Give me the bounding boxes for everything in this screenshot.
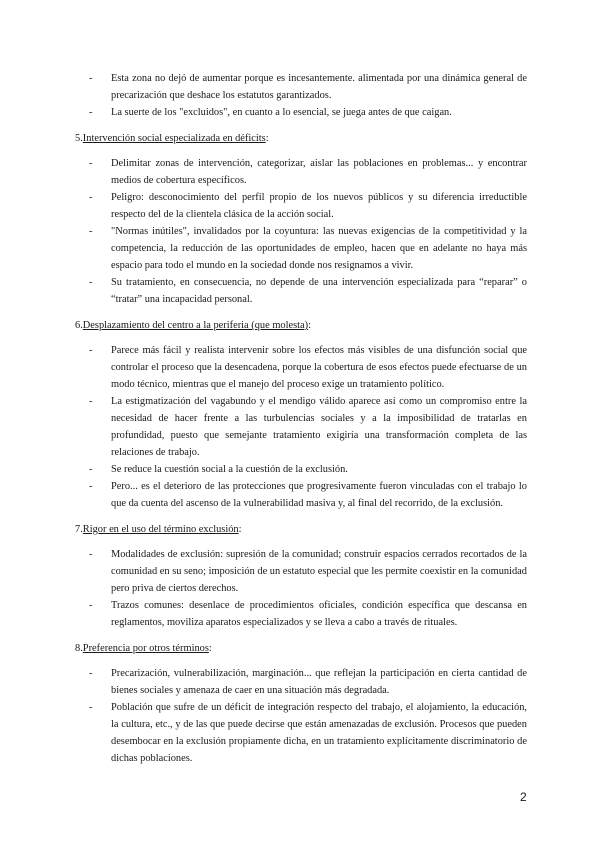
bullet-dash: - bbox=[89, 702, 93, 713]
list-item: - Delimitar zonas de intervención, categorizar, aislar las poblaciones en problemas... y encontrar medios de cobertura específicos. bbox=[75, 155, 527, 189]
page-number: 2 bbox=[520, 790, 527, 804]
section-heading: 8.Preferencia por otros términos: bbox=[75, 643, 212, 654]
bullet-list bbox=[75, 546, 527, 631]
list-item: - Parece más fácil y realista intervenir sobre los efectos más visibles de una disfunción social que controlar el proceso que la desencadena, porque la cobertura de esos efectos puede efectuarse de un modo técnico, mientras que el manejo del proceso exige un tratamiento político. bbox=[75, 342, 527, 393]
bullet-dash: - bbox=[89, 277, 93, 288]
section-title: Preferencia por otros términos bbox=[82, 643, 209, 654]
bullet-dash: - bbox=[89, 549, 93, 560]
bullet-dash: - bbox=[89, 107, 93, 118]
bullet-dash: - bbox=[89, 668, 93, 679]
section-5 bbox=[75, 130, 527, 308]
list-item: - Su tratamiento, en consecuencia, no depende de una intervención especializada para “reparar” o “tratar” una incapacidad personal. bbox=[75, 274, 527, 308]
section-title: Desplazamiento del centro a la periferia (que molesta) bbox=[82, 320, 309, 331]
section-title: Intervención social especializada en déficits bbox=[82, 133, 266, 144]
bullet-dash: - bbox=[89, 73, 93, 84]
list-item: - La suerte de los "excluidos", en cuanto a lo esencial, se juega antes de que caigan. bbox=[75, 104, 527, 121]
section-heading: 6.Desplazamiento del centro a la periferia (que molesta): bbox=[75, 320, 311, 331]
section-8 bbox=[75, 640, 527, 767]
section-heading: 5.Intervención social especializada en déficits: bbox=[75, 133, 269, 144]
bullet-list bbox=[75, 155, 527, 308]
bullet-dash: - bbox=[89, 192, 93, 203]
list-item: - Precarización, vulnerabilización, marginación... que reflejan la participación en cierta cantidad de bienes sociales y amenaza de caer en una situación más degradada. bbox=[75, 665, 527, 699]
list-item: - Peligro: desconocimiento del perfil propio de los nuevos públicos y su diferencia irreductible respecto del de la clientela clásica de la acción social. bbox=[75, 189, 527, 223]
list-item: - Modalidades de exclusión: supresión de la comunidad; construir espacios cerrados recortados de la comunidad en su seno; imposición de un estatuto especial que les permite coexistir en la comunidad pero priva de ciertos derechos. bbox=[75, 546, 527, 597]
section-title: Rigor en el uso del término exclusión bbox=[82, 524, 239, 535]
bullet-dash: - bbox=[89, 345, 93, 356]
bullet-dash: - bbox=[89, 396, 93, 407]
section-heading: 7.Rigor en el uso del término exclusión: bbox=[75, 524, 242, 535]
section-7 bbox=[75, 521, 527, 631]
list-item: - Población que sufre de un déficit de integración respecto del trabajo, el alojamiento, la educación, la cultura, etc., y de las que puede decirse que están amenazadas de exclusión. Procesos que pueden desembocar en la exclusión propiamente dicha, en un tratamiento explícitamente discriminatorio de dichas poblaciones. bbox=[75, 699, 527, 767]
bullet-dash: - bbox=[89, 464, 93, 475]
list-item: - La estigmatización del vagabundo y el mendigo válido aparece así como un compromiso entre la necesidad de hacer frente a las turbulencias sociales y a la imposibilidad de tratarlas en profundidad, puesto que semejante tratamiento exigiría una transformación completa de las relaciones de trabajo. bbox=[75, 393, 527, 461]
bullet-list bbox=[75, 665, 527, 767]
document-body bbox=[75, 70, 527, 767]
bullet-list bbox=[75, 342, 527, 512]
list-item: - Trazos comunes: desenlace de procedimientos oficiales, condición específica que descansa en reglamentos, moviliza aparatos especializados y se lleva a cabo a través de rituales. bbox=[75, 597, 527, 631]
list-item: - Se reduce la cuestión social a la cuestión de la exclusión. bbox=[75, 461, 527, 478]
list-item: - "Normas inútiles", invalidados por la coyuntura: las nuevas exigencias de la competitividad y la competencia, la reducción de las oportunidades de empleo, hacen que en adelante no haya más espacio para todo el mundo en la sociedad donde nos resignamos a vivir. bbox=[75, 223, 527, 274]
bullet-dash: - bbox=[89, 226, 93, 237]
list-item: - Pero... es el deterioro de las protecciones que progresivamente fueron vinculadas con el trabajo lo que da cuenta del ascenso de la vulnerabilidad masiva y, al final del recorrido, de la exclusión. bbox=[75, 478, 527, 512]
intro-bullet-list bbox=[75, 70, 527, 121]
bullet-dash: - bbox=[89, 600, 93, 611]
bullet-dash: - bbox=[89, 481, 93, 492]
bullet-dash: - bbox=[89, 158, 93, 169]
list-item: - Esta zona no dejó de aumentar porque es incesantemente. alimentada por una dinámica general de precarización que deshace los estatutos garantizados. bbox=[75, 70, 527, 104]
section-6 bbox=[75, 317, 527, 512]
